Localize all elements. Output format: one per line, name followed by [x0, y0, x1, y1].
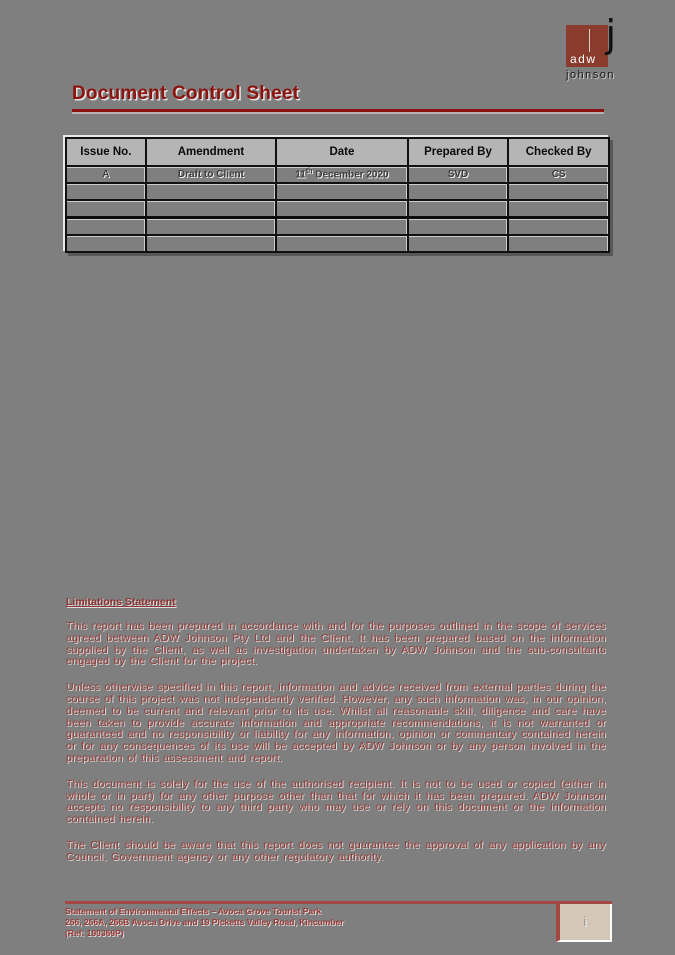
logo-j-stem [589, 29, 590, 52]
page-footer [65, 901, 612, 939]
title-underline-rule [72, 109, 604, 112]
table-header-row [66, 138, 609, 166]
limitations-heading: Limitations Statement [66, 596, 176, 608]
footer-reference: (Ref: 190369P) [65, 928, 124, 938]
adw-johnson-logo [566, 12, 616, 81]
table-empty-row [66, 183, 609, 200]
table-empty-row [66, 200, 609, 218]
date-day: 11 [295, 169, 306, 181]
cell-amendment: Draft to Client [146, 166, 277, 183]
limitations-paragraph-2: Unless otherwise specified in this report, information and advice received from external parties during the course of this project was not independently verified. However, any such information was, in our opinion, deemed to be current and relevant prior to its use. Whilst all reasonable skill, diligence and care have been taken to provide accurate information and appropriate recommendations, it is not warranted or guaranteed and no responsibility or liability for any information, opinion or commentary contained herein or for any consequences of its use will be accepted by ADW Johnson or by any person involved in the preparation of this assessment and report. [66, 681, 606, 764]
col-header-date: Date [276, 138, 407, 166]
table-empty-row [66, 235, 609, 252]
limitations-paragraph-4: The Client should be aware that this report does not guarantee the approval of any application by any Council, Government agency or any other regulatory authority. [66, 838, 606, 863]
cell-prepared-by: SVD [408, 166, 509, 183]
logo-square [566, 12, 616, 67]
limitations-paragraph-3: This document is solely for the use of the authorised recipient. It is not to be used or copied (either in whole or in part) for any other purpose other than that for which it has been prepared. ADW Johnson accepts no responsibility to any third party who may use or rely on this document or the information contained herein. [66, 777, 606, 826]
cell-date [276, 166, 407, 183]
limitations-paragraph-1: This report has been prepared in accordance with and for the purposes outlined in the scope of services agreed between ADW Johnson Pty Ltd and the Client. It has been prepared based on the information supplied by the Client, as well as investigation undertaken by ADW Johnson and the sub-consultants engaged by the Client for the project. [66, 620, 606, 668]
footer-report-title: Statement of Environmental Effects – Avoca Grove Tourist Park [65, 906, 322, 916]
cell-checked-by: CS [508, 166, 609, 183]
footer-rule [65, 901, 612, 904]
document-control-table [65, 137, 610, 253]
logo-johnson-text: johnson [566, 69, 616, 81]
title-block [72, 83, 604, 112]
limitations-statement-section [66, 596, 606, 878]
table-row-issue-a [66, 166, 609, 183]
page-number: i [583, 914, 587, 929]
document-control-table-wrap [65, 137, 610, 253]
col-header-checked-by: Checked By [508, 138, 609, 166]
table-empty-row [66, 218, 609, 236]
date-ordinal: th [305, 168, 313, 176]
footer-text-block [65, 906, 545, 939]
logo-adw-text: adw [570, 52, 597, 66]
cell-issue-no: A [66, 166, 146, 183]
page-title: Document Control Sheet [72, 83, 300, 104]
col-header-issue-no: Issue No. [66, 138, 146, 166]
col-header-prepared-by: Prepared By [408, 138, 509, 166]
footer-address: 266, 266A, 266B Avoca Drive and 19 Picketts Valley Road, Kincumber [65, 917, 344, 927]
logo-j-glyph: j [605, 12, 616, 56]
page-number-box [556, 904, 612, 942]
date-rest: December 2020 [312, 169, 389, 181]
col-header-amendment: Amendment [146, 138, 277, 166]
